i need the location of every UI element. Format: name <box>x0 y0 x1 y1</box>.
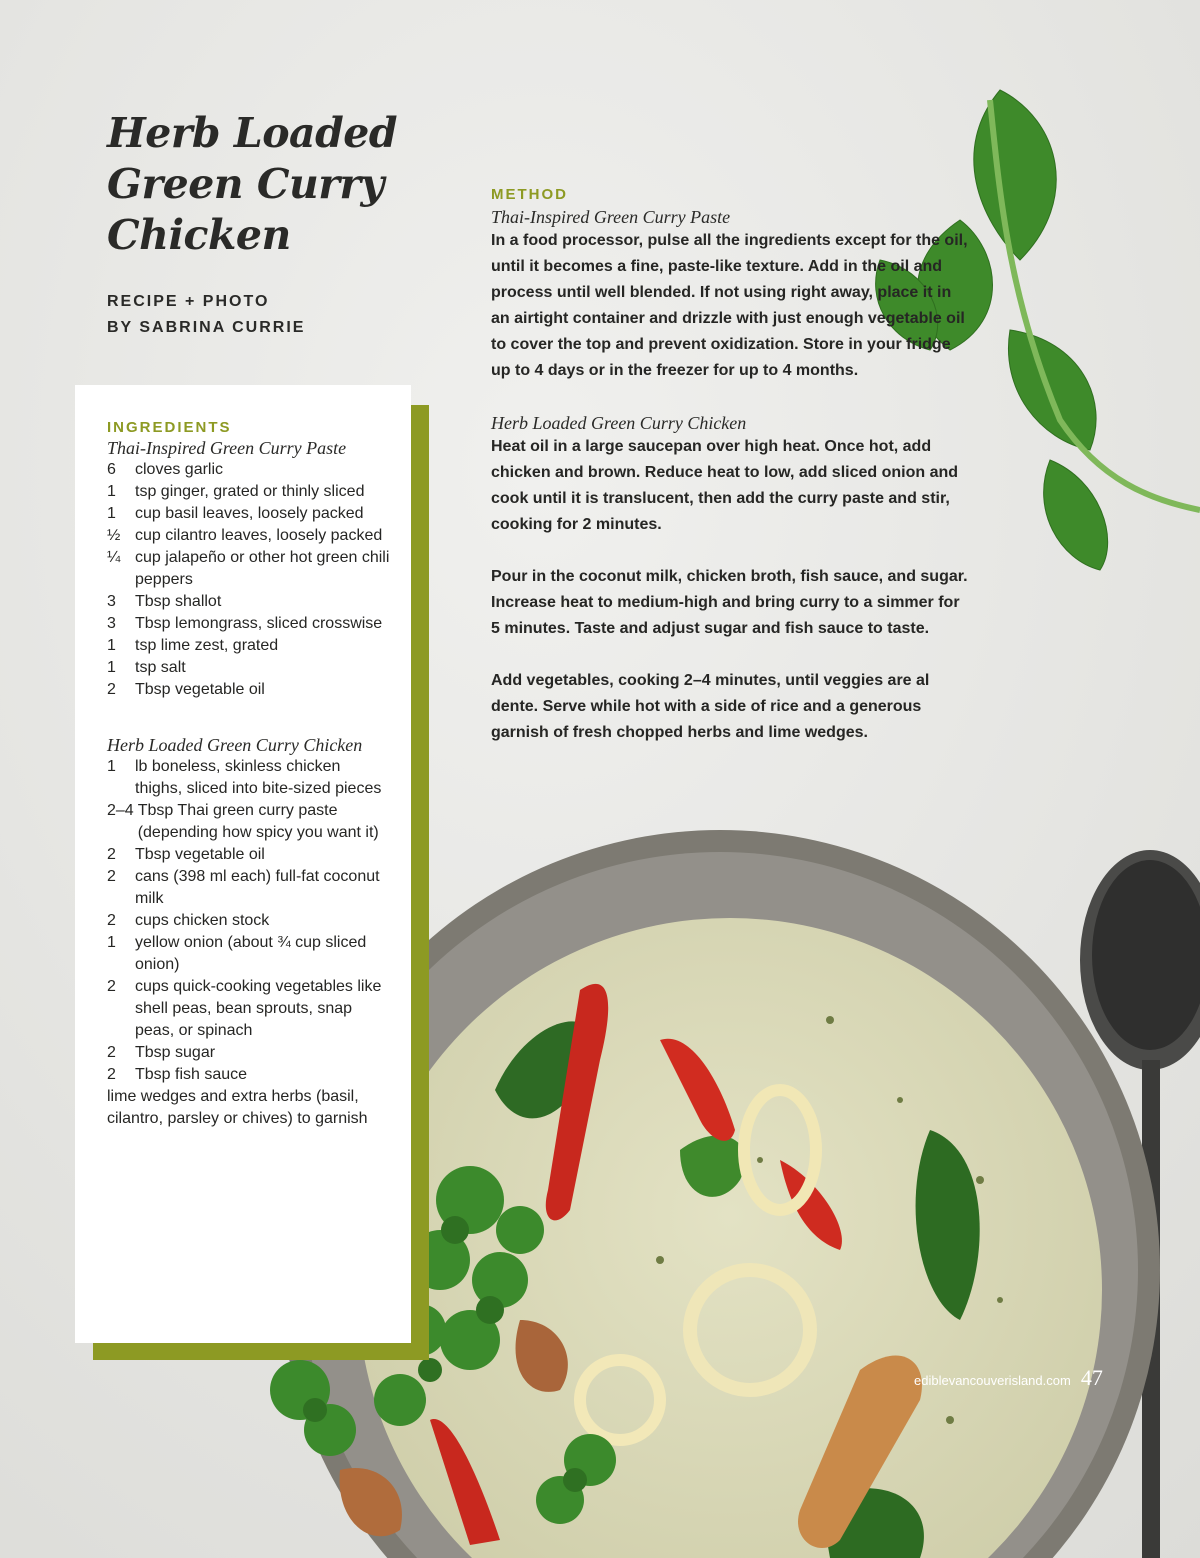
ingredient-text: cloves garlic <box>135 461 224 478</box>
ingredient-text: cups quick-cooking vegetables like shell peas, bean sprouts, snap peas, or spinach <box>135 978 382 1039</box>
ingredient-quantity: ¼ <box>107 549 121 566</box>
ingredient-text: tsp lime zest, grated <box>135 637 279 654</box>
method-chicken-subheading: Herb Loaded Green Curry Chicken <box>491 413 747 433</box>
ingredient-quantity: 2 <box>107 868 116 885</box>
ingredient-quantity: 1 <box>107 934 116 951</box>
method-section <box>491 186 971 746</box>
ingredient-quantity: 3 <box>107 615 116 632</box>
ingredient-text: Tbsp vegetable oil <box>135 681 265 698</box>
ingredient-item <box>107 932 391 976</box>
ingredient-item <box>107 657 391 679</box>
ingredient-item <box>107 756 391 800</box>
ingredient-item <box>107 635 391 657</box>
chicken-ingredient-list <box>107 756 391 1086</box>
website-link[interactable]: ediblevancouverisland.com <box>914 1373 1071 1388</box>
ingredient-quantity: 2 <box>107 681 116 698</box>
paste-ingredients-subheading: Thai-Inspired Green Curry Paste <box>107 438 347 458</box>
ingredient-text: yellow onion (about ¾ cup sliced onion) <box>135 934 367 973</box>
ingredient-text: tsp salt <box>135 659 186 676</box>
method-paste-subheading: Thai-Inspired Green Curry Paste <box>491 207 731 227</box>
ingredient-text: Tbsp vegetable oil <box>135 846 265 863</box>
ingredient-text: Tbsp sugar <box>135 1044 216 1061</box>
ingredient-item <box>107 547 391 591</box>
ingredient-item <box>107 1042 391 1064</box>
ingredient-quantity: 1 <box>107 637 116 654</box>
byline-line: RECIPE + PHOTO <box>107 293 270 310</box>
ingredient-quantity: 2 <box>107 912 116 929</box>
byline-line: BY SABRINA CURRIE <box>107 319 306 336</box>
ingredient-quantity: 2 <box>107 1066 116 1083</box>
recipe-title <box>107 108 437 261</box>
ingredient-item <box>107 910 391 932</box>
ingredient-text: Tbsp Thai green curry paste (depending how spicy you want it) <box>137 802 379 841</box>
ingredient-text: cup basil leaves, loosely packed <box>135 505 364 522</box>
ingredient-item <box>107 976 391 1042</box>
paste-ingredient-list <box>107 459 391 701</box>
title-block <box>107 108 437 341</box>
byline <box>107 289 437 341</box>
title-line: Herb Loaded <box>107 109 398 157</box>
ingredient-text: Tbsp lemongrass, sliced crosswise <box>135 615 383 632</box>
ingredient-quantity: 2–4 <box>107 802 134 819</box>
method-step-paragraph: Heat oil in a large saucepan over high heat. Once hot, add chicken and brown. Reduce heat to low, add sliced onion and cook until it is translucent, then add the curry paste and stir, cooking for 2 minutes. <box>491 438 959 533</box>
ingredient-text: cups chicken stock <box>135 912 270 929</box>
ingredient-quantity: 6 <box>107 461 116 478</box>
ingredient-item <box>107 591 391 613</box>
method-paste-text: In a food processor, pulse all the ingredients except for the oil, until it becomes a fine, paste-like texture. Add in the oil and process until well blended. If not using right away, place it in an airtight container and drizzle with just enough vegetable oil to cover the top and prevent oxidization. Store in your fridge up to 4 days or in the freezer for up to 4 months. <box>491 232 968 379</box>
chicken-ingredients-subheading: Herb Loaded Green Curry Chicken <box>107 735 363 755</box>
page-number: 47 <box>1080 1365 1103 1390</box>
ingredient-item <box>107 459 391 481</box>
ingredient-item <box>107 503 391 525</box>
ingredient-quantity: 2 <box>107 846 116 863</box>
ingredient-item <box>107 679 391 701</box>
method-heading: METHOD <box>491 186 568 203</box>
ingredient-item <box>107 613 391 635</box>
ingredient-item <box>107 481 391 503</box>
method-step-paragraph: Add vegetables, cooking 2–4 minutes, until veggies are al dente. Serve while hot with a side of rice and a generous garnish of fresh chopped herbs and lime wedges. <box>491 672 930 741</box>
ingredient-item <box>107 844 391 866</box>
title-line: Chicken <box>107 211 291 259</box>
ingredient-text: cans (398 ml each) full-fat coconut milk <box>135 868 380 907</box>
ingredient-text: lb boneless, skinless chicken thighs, sliced into bite-sized pieces <box>135 758 382 797</box>
ingredient-quantity: 2 <box>107 978 116 995</box>
ingredient-text: cup jalapeño or other hot green chili peppers <box>135 549 390 588</box>
ingredients-card <box>75 385 411 1343</box>
ingredient-quantity: 1 <box>107 505 116 522</box>
ingredient-text: cup cilantro leaves, loosely packed <box>135 527 383 544</box>
ingredient-item <box>107 525 391 547</box>
ingredient-item <box>107 1064 391 1086</box>
ingredient-text: Tbsp shallot <box>135 593 222 610</box>
ingredient-quantity: 3 <box>107 593 116 610</box>
page-footer <box>914 1365 1103 1391</box>
ingredients-heading: INGREDIENTS <box>107 419 232 436</box>
ingredient-quantity: 1 <box>107 483 116 500</box>
title-line: Green Curry <box>107 160 384 208</box>
ingredient-quantity: 1 <box>107 758 116 775</box>
ingredient-quantity: 1 <box>107 659 116 676</box>
garnish-note: lime wedges and extra herbs (basil, cilantro, parsley or chives) to garnish <box>107 1088 368 1127</box>
ingredient-text: tsp ginger, grated or thinly sliced <box>135 483 365 500</box>
ingredient-quantity: ½ <box>107 527 121 544</box>
ingredient-item <box>107 866 391 910</box>
ingredient-quantity: 2 <box>107 1044 116 1061</box>
ingredient-item <box>107 800 391 844</box>
method-step-paragraph: Pour in the coconut milk, chicken broth, fish sauce, and sugar. Increase heat to medium-high and bring curry to a simmer for 5 minutes. Taste and adjust sugar and fish sauce to taste. <box>491 568 968 637</box>
ingredient-text: Tbsp fish sauce <box>135 1066 248 1083</box>
